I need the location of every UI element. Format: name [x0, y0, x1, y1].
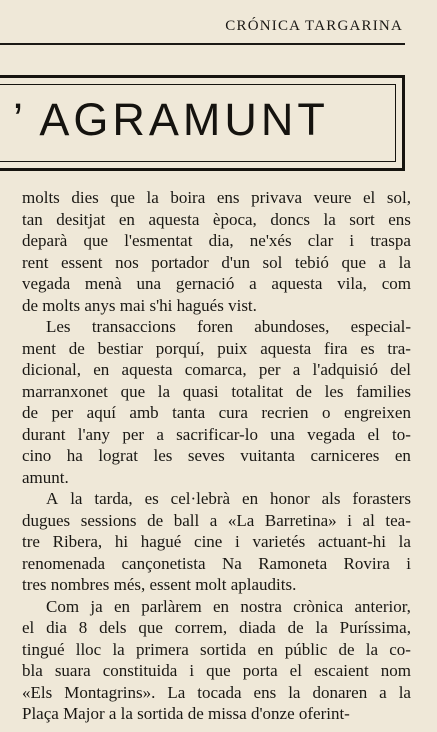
text-line: dugues sessions de ball a «La Barretina» i al tea- [22, 510, 411, 530]
title-box [0, 75, 405, 171]
text-line: Com ja en parlàrem en nostra crònica anterior, [46, 596, 411, 616]
text-line: marranxonet que la quasi totalitat de les families [22, 381, 411, 401]
text-line: amunt. [22, 467, 69, 487]
text-line: de molts anys mai s'hi hagués vist. [22, 295, 257, 315]
text-line: ment de bestiar porquí, puix aquesta fira es tra- [22, 338, 411, 358]
text-line: tingué lloc la primera sortida en públic de la co- [22, 639, 411, 659]
text-line: «Els Montagrins». La tocada ens la donaren a la [22, 682, 411, 702]
text-line: molts dies que la boira ens privava veure el sol, [22, 188, 411, 207]
article-title: ’ AGRAMUNT [13, 94, 329, 145]
header-rule [0, 43, 405, 45]
text-line: tan desitjat en aquesta època, doncs la sort ens [22, 209, 411, 229]
text-line: vegada menà una gernació a aquesta vila, com [22, 274, 411, 293]
text-line: dicional, en aquesta comarca, per a l'adquisió del [22, 360, 411, 379]
text-line: rent essent nos portador d'un sol tebió que a la [22, 252, 411, 272]
text-line: renomenada cançonetista Na Ramoneta Rovira i [22, 553, 411, 573]
text-line: deparà que l'esmentat dia, ne'xés clar i traspa [22, 231, 411, 250]
text-line: bla suara constituida i que porta el escaient nom [22, 661, 411, 680]
paragraph [22, 596, 411, 725]
text-line: cino ha lograt les seves vuitanta carniceres en [22, 446, 411, 465]
text-line: Plaça Major a la sortida de missa d'onze oferint- [22, 704, 350, 723]
text-line: de per aquí amb tanta cura recrien o engreixen [22, 403, 411, 422]
text-line: durant l'any per a sacrificar-lo una vegada el to- [22, 424, 411, 444]
text-line: tres nombres més, essent molt aplaudits. [22, 575, 297, 594]
paragraph [22, 187, 411, 316]
running-title: CRÓNICA TARGARINA [225, 18, 403, 34]
paragraph [22, 488, 411, 596]
text-line: A la tarda, es cel·lebrà en honor als forasters [46, 489, 411, 508]
text-line: Les transaccions foren abundoses, especial- [46, 317, 411, 336]
text-line: tre Ribera, hi hagué cine i varietés actuant-hi la [22, 532, 411, 551]
article-body [22, 187, 411, 725]
paragraph [22, 316, 411, 488]
text-line: el dia 8 dels que correm, diada de la Puríssima, [22, 618, 411, 637]
